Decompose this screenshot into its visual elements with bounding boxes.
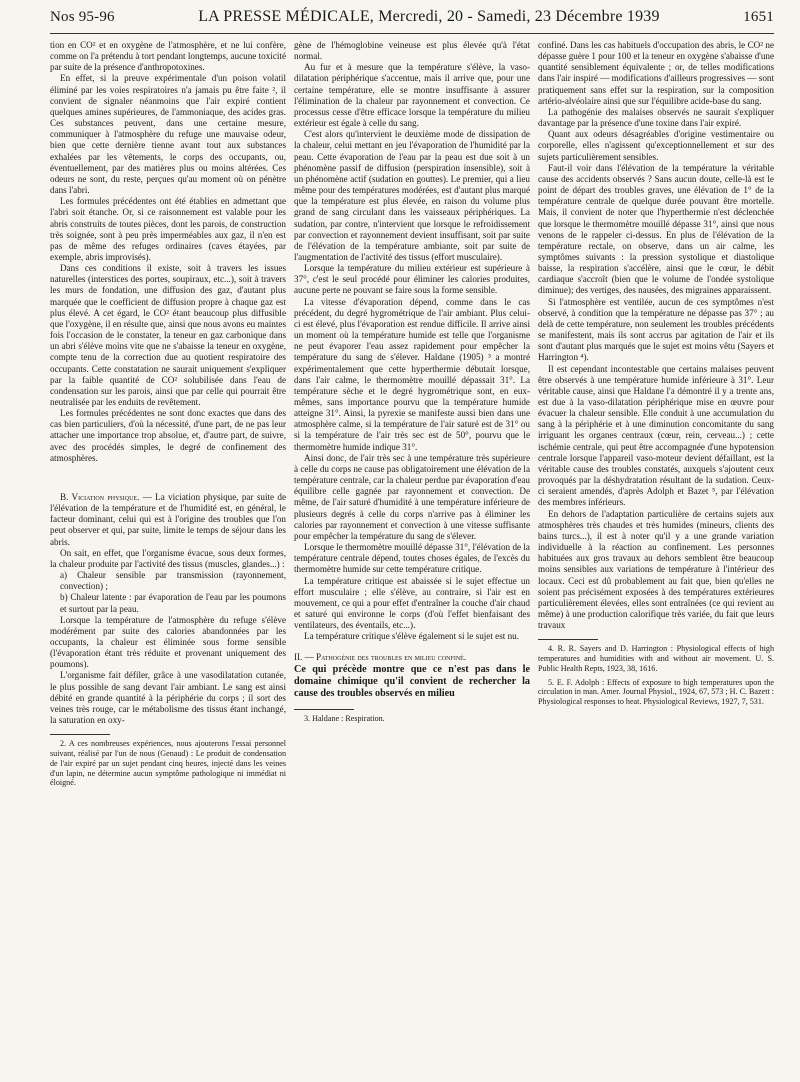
page-header: [50, 8, 774, 34]
page-number: 1651: [743, 9, 774, 25]
paragraph: En dehors de l'adaptation particulière de certains sujets aux atmosphères très chaudes et très humides (mineurs, clients des bains turcs...), il est à noter qu'il y a une grande variation individuelle à la réaction au confinement. Les personnes habituées aux gros travaux au dehors semblent être beaucoup moins sensibles aux variations de température à l'intérieur des locaux. Ceci est dû probablement au fait que, bien qu'elles ne soient pas précisément exposées à des températures extérieures particulièrement élevées, elles sont entraînées (ce qui revient au même) à une production calorifique très variée, du fait que leurs travaux: [538, 508, 774, 631]
paragraph: Lorsque la température de l'atmosphère du refuge s'élève modérément par suite des calories abandonnées par les occupants, la chaleur est éliminée sous forme sensible (l'évaporation étant très réduite et provenant uniquement des poumons).: [50, 614, 286, 670]
paragraph: La pathogénie des malaises observés ne saurait s'expliquer davantage par la présence d'une toxine dans l'air expiré.: [538, 106, 774, 129]
column-1: [50, 40, 286, 788]
footnote-divider: [50, 734, 110, 735]
section-ii-heading: II. — Pathogénie des troubles en milieu confiné.: [294, 652, 467, 663]
highlight-paragraph: Ce qui précède montre que ce n'est pas dans le domaine chimique qu'il convient de rechercher la cause des troubles observés en milieu: [294, 663, 530, 700]
paragraph: Faut-il voir dans l'élévation de la température la véritable cause des accidents observés ? Sans aucun doute, celle-là est le point de départ des troubles graves, une élévation de 1° de la température centrale de quelque durée pouvant être mortelle. Mais, il convient de noter que l'hyperthermie n'est déclenchée que lorsque le thermomètre mouillé dépasse 31°, ainsi que nous venons de le rappeler ci-dessus. En plus de l'élévation de la température rectale, on observe, dans un air calme, les symptômes suivants : la pression systolique et diastolique baisse, la respiration s'accélère, ainsi que le cœur, le débit cardiaque s'accroît (bien que le volume de l'ondée systolique diminue); des vertiges, des nausées, des migraines apparaissent.: [538, 162, 774, 296]
paragraph: tion en CO² et en oxygène de l'atmosphère, et ne lui confère, comme on l'a prétendu à tort pendant longtemps, aucune toxicité par suite de la présence d'anthropotoxines.: [50, 40, 286, 73]
paragraph: Au fur et à mesure que la température s'élève, la vaso-dilatation périphérique s'accentue, mais il arrive que, pour une certaine température, elle se montre insuffisante à assurer l'élimination de la chaleur par rayonnement et convection. Ce processus cesse d'être efficace lorsque la température du milieu extérieur est égale à celle du sang.: [294, 62, 530, 129]
section-b-paragraph: [50, 492, 286, 548]
column-2: [294, 40, 530, 788]
paragraph: Il est cependant incontestable que certains malaises peuvent être observés à une température humide inférieure à 31°. Leur véritable cause, ainsi que Haldane l'a démontré il y a trente ans, est due à la vaso-dilatation périphérique mise en œuvre pour évacuer la chaleur sensible. Elle conduit à une accumulation du sang à la périphérie et à une diminution concomitante du sang irriguant les organes centraux (cœur, rein, cerveau...) ; cette ischémie centrale, qui peut être accompagnée d'une hypotension centrale lorsque l'appareil vaso-moteur devient défaillant, est la véritable cause des troubles constatés, auxquels s'ajoutent ceux provoqués par la déshydratation résultant de la sudation. Ceux-ci seraient amendés, d'après Adolph et Bazet ⁵, par l'élévation des membres inférieurs.: [538, 363, 774, 508]
footnote-5: 5. E. F. Adolph : Effects of exposure to high temperatures upon the circulation in man. Amer. Journal Physiol., 1924, 67, 573 ; H. C. Bazett : Physiological responses to heat. Physiological Reviews, 1927, 7, 531.: [538, 677, 774, 707]
paragraph: Ainsi donc, de l'air très sec à une température très supérieure à celle du corps ne cause pas obligatoirement une élévation de la température centrale, car la chaleur perdue par évaporation d'eau équilibre celle gagnée par rayonnement et convection. De même, de l'air saturé d'humidité à une température inférieure de plusieurs degrés à celle du corps n'arrive pas à éliminer les calories par rayonnement et convection à une vitesse suffisante pour empêcher la température du sang de s'élever.: [294, 452, 530, 541]
paragraph: C'est alors qu'intervient le deuxième mode de dissipation de la chaleur, celui mettant en jeu l'évaporation de l'humidité par la peau. Cette évaporation de l'eau par la peau est due soit à un phénomène passif de diffusion (perspiration insensible), soit à un phénomène actif (sudation en gouttes). Le premier, qui a lieu même pour des températures modérées, est d'autant plus marqué que la température est plus élevée, en raison du volume plus grand de sang circulant dans les vaisseaux périphériques. La sudation, par contre, n'intervient que lorsque le refroidissement par convection et rayonnement devient insuffisant, soit par suite de l'élévation de la température ambiante, soit par suite de l'augmentation de l'activité des tissus (effort musculaire).: [294, 129, 530, 262]
paragraph: confiné. Dans les cas habituels d'occupation des abris, le CO² ne dépasse guère 1 pour 100 et la teneur en oxygène s'abaisse d'une quantité sensiblement équivalente ; or, de telles modifications dans l'air inspiré — modifications d'ailleurs progressives — sont pratiquement sans effet sur la respiration, sur la composition artério-alvéolaire ainsi que sur l'équilibre acide-base du sang.: [538, 40, 774, 106]
text-columns: [50, 40, 774, 788]
paragraph: Lorsque la température du milieu extérieur est supérieure à 37°, c'est le seul procédé pour éliminer les calories produites, aucune perte ne pouvant se faire sous la forme sensible.: [294, 263, 530, 296]
paragraph: Dans ces conditions il existe, soit à travers les issues naturelles (interstices des portes, soupiraux, etc...), soit à travers les murs de fondation, une diffusion des gaz, d'autant plus marquée que le coefficient de diffusion propre à chaque gaz est plus élevé. A cet égard, le CO² étant beaucoup plus diffusible que l'oxygène, il en résulte que, ainsi que nous avons eu maintes fois l'occasion de le constater, la teneur en gaz carbonique dans un abri s'élève moins vite que ne s'abaisse la teneur en oxygène, compte tenu de la correction due au quotient respiratoire des occupants. Cette constatation ne saurait uniquement s'expliquer par la faible quantité de CO² solubilisée dans l'eau de condensation sur les parois, ainsi que par celle qui pourrait être neutralisée par les enduits de revêtement.: [50, 263, 286, 407]
footnote-divider: [538, 639, 598, 640]
list-item: b) Chaleur latente : par évaporation de l'eau par les poumons et surtout par la peau.: [60, 592, 286, 614]
section-b-text: — La viciation physique, par suite de l'élévation de la température et de l'humidité est, en général, le facteur dominant, celui qui est à l'origine des troubles que l'on peut observer et qui, par suite, limite le temps de séjour dans les abris.: [50, 491, 286, 547]
footnote-2: 2. A ces nombreuses expériences, nous ajouterons l'essai personnel suivant, réalisé par l'un de nous (Genaud) : Le produit de condensation de l'air expiré par un sujet pendant cinq heures, injecté dans les veines d'un lapin, ne détermine aucun symptôme pathologique ni immédiat ni éloigné.: [50, 739, 286, 788]
paragraph: Lorsque le thermomètre mouillé dépasse 31°, l'élévation de la température centrale dépend, toutes choses égales, de l'excès du thermomètre humide sur cette température critique.: [294, 542, 530, 575]
paragraph: gène de l'hémoglobine veineuse est plus élevée qu'à l'état normal.: [294, 40, 530, 62]
paragraph: Les formules précédentes ont été établies en admettant que l'abri soit étanche. Or, si ce raisonnement est valable pour les abris construits de toutes pièces, dont les parois, de construction très soignée, sont à peu près imperméables aux gaz, il n'en est pas de même des refuges ordinaires (caves étayées, par exemple, abris improvisés).: [50, 196, 286, 262]
list-item: a) Chaleur sensible par transmission (rayonnement, convection) ;: [60, 570, 286, 592]
heat-forms-list: [50, 570, 286, 615]
paragraph: En effet, si la preuve expérimentale d'un poison volatil éliminé par les voies respiratoires n'a jamais pu être faite ², il convient de signaler néanmoins que l'air expiré contient quelques amines supérieures, de l'ammoniaque, des acides gras. Ces substances peuvent, dans une certaine mesure, communiquer à l'atmosphère du refuge une mauvaise odeur, bien que cette dernière tienne avant tout aux substances exhalées par les vêtements, le corps des occupants, ou, éventuellement, par des matières plus ou moins altérées. Ces odeurs ne sont, du reste, perçues qu'au moment où on pénètre dans l'abri.: [50, 73, 286, 196]
paragraph: Si l'atmosphère est ventilée, aucun de ces symptômes n'est observé, à condition que la température ne dépasse pas 37° ; au delà de cette température, non seulement les troubles précédents se manifestent, mais ils sont accrus par agitation de l'air et ils sont d'autant plus marqués que le sujet est moins vêtu (Sayers et Harrington ⁴).: [538, 296, 774, 363]
paragraph: On sait, en effet, que l'organisme évacue, sous deux formes, la chaleur produite par l'activité des tissus (muscles, glandes...) :: [50, 547, 286, 569]
footnote-3: 3. Haldane : Respiration.: [304, 713, 385, 723]
journal-title: LA PRESSE MÉDICALE, Mercredi, 20 - Samedi, 23 Décembre 1939: [198, 8, 660, 25]
paragraph: La température critique est abaissée si le sujet effectue un effort musculaire ; elle s'élève, au contraire, si l'air est en mouvement, ce qui a pour effet d'entraîner la couche d'air chaud et saturé qui environne le corps (d'où l'effet bienfaisant des ventilateurs, des éventails, etc...).: [294, 575, 530, 631]
paragraph: La vitesse d'évaporation dépend, comme dans le cas précédent, du degré hygrométrique de l'air ambiant. Plus celui-ci est élevé, plus l'évaporation est rendue difficile. Il arrive ainsi un moment où la température humide est telle que l'organisme ne peut évaporer l'eau assez rapidement pour empêcher la température du sang de s'élever. Haldane (1905) ³ a montré expérimentalement que cette hyperthermie débutait lorsque, dans l'air calme, le thermomètre mouillé dépassait 31°. La température sèche et le degré hygrométrique sont, en eux-mêmes, sans importance pourvu que la température humide atteigne 31°. Ainsi, la pyrexie se manifeste aussi bien dans une atmosphère calme, si la température de l'air saturé est de 31° ou si la température de l'air très sec est de 50°, pourvu que le thermomètre humide indique 31°.: [294, 296, 530, 452]
paragraph: L'organisme fait défiler, grâce à une vasodilatation cutanée, le plus possible de sang devant l'air ambiant. Le sang est ainsi débité en grande quantité à la périphérie du corps ; il sort des veines très rouge, car le métabolisme des tissus étant inchangé, la saturation en oxy-: [50, 670, 286, 726]
paragraph: Les formules précédentes ne sont donc exactes que dans des cas bien particuliers, d'où la nécessité, d'une part, de ne pas leur attacher une importance trop absolue, et, d'autre part, de suivre, avec des procédés simples, le degré de confinement des atmosphères.: [50, 408, 286, 463]
paragraph: La température critique s'élève également si le sujet est nu.: [304, 631, 519, 642]
section-b-label: B. Viciation physique.: [60, 491, 140, 502]
column-3: [538, 40, 774, 788]
issue-number: Nos 95-96: [50, 9, 115, 25]
paragraph: Quant aux odeurs désagréables d'origine vestimentaire ou corporelle, elles n'agissent qu'exceptionnellement et sur des sujets particulièrement sensibles.: [538, 129, 774, 162]
footnote-divider: [294, 709, 354, 710]
footnote-4: 4. R. R. Sayers and D. Harrington : Physiological effects of high temperatures and humidities with and without air movement. U. S. Public Health Repts, 1923, 38, 1616.: [538, 644, 774, 673]
